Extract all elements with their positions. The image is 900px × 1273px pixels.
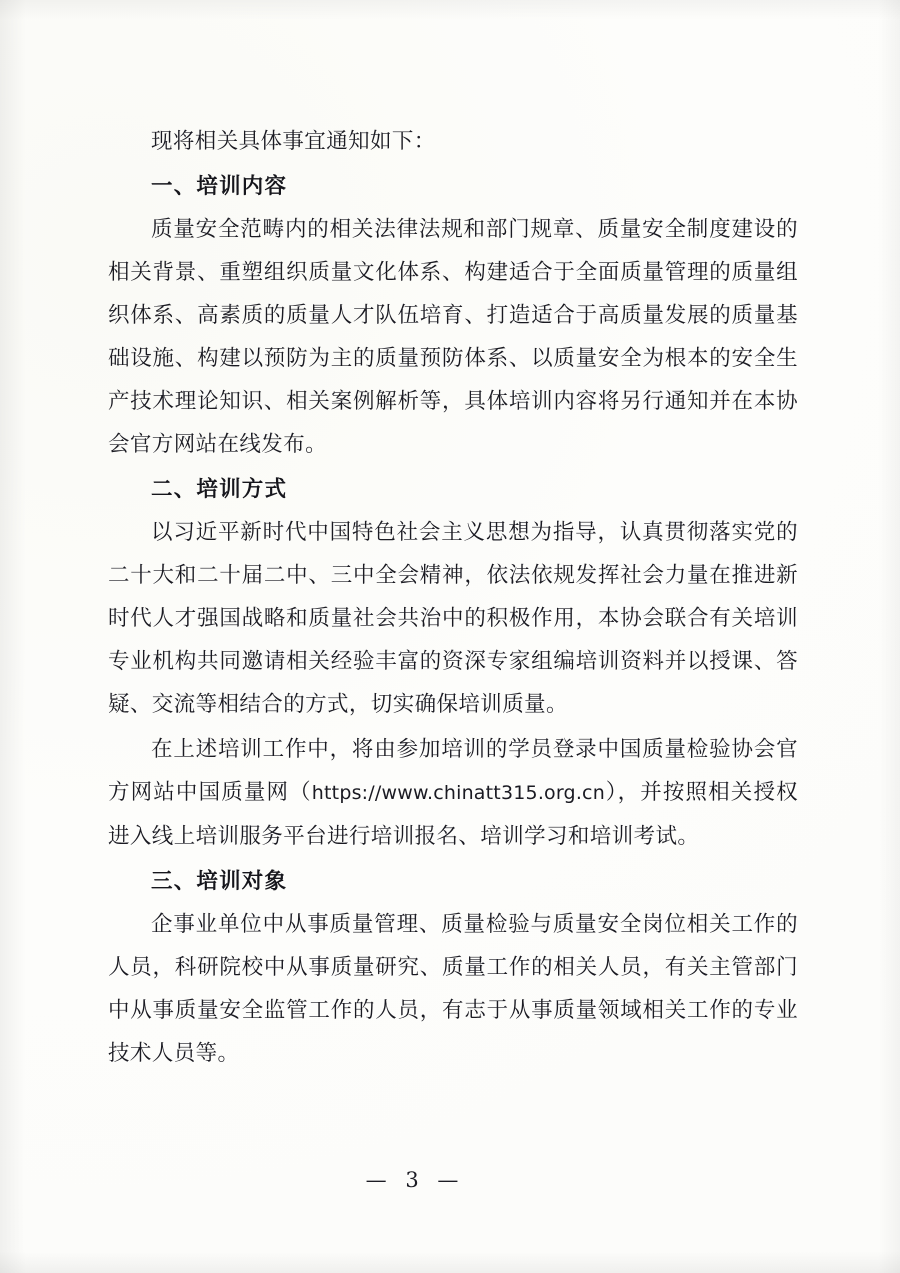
document-body: [108, 120, 798, 1077]
section-heading-training-content: 一、培训内容: [151, 174, 288, 199]
intro-paragraph: 现将相关具体事宜通知如下：: [151, 129, 436, 154]
section-body-training-method-p2: [108, 728, 798, 858]
page-number: — 3 —: [365, 1168, 465, 1192]
page-footer: [0, 1168, 900, 1192]
section-body-training-method-p1: 以习近平新时代中国特色社会主义思想为指导，认真贯彻落实党的二十大和二十届二中、三中全会精神，依法依规发挥社会力量在推进新时代人才强国战略和质量社会共治中的积极作用，本协会联合有关培训专业机构共同邀请相关经验丰富的资深专家组编培训资料并以授课、答疑、交流等相结合的方式，切实确保培训质量。: [108, 520, 798, 717]
section-body-training-audience: 企事业单位中从事质量管理、质量检验与质量安全岗位相关工作的人员，科研院校中从事质量研究、质量工作的相关人员，有关主管部门中从事质量安全监管工作的人员，有志于从事质量领域相关工作的专业技术人员等。: [108, 912, 798, 1066]
chinatt315-url[interactable]: https://www.chinatt315.org.cn: [311, 782, 605, 804]
paragraph-text-suffix: ），并按照相关授权进入线上培训服务平台进行培训报名、培训学习和培训考试。: [108, 780, 798, 849]
page-edge-shadow-top: [0, 0, 900, 20]
page-edge-shadow-left: [0, 0, 26, 1273]
page-edge-shadow-right: [878, 0, 900, 1273]
section-heading-training-audience: 三、培训对象: [151, 869, 288, 894]
page-edge-shadow-bottom: [0, 1251, 900, 1273]
paragraph-text-prefix: 在上述培训工作中，将由参加培训的学员登录中国质量检验协会官方网站中国质量网（: [108, 737, 798, 805]
section-heading-training-method: 二、培训方式: [151, 477, 288, 502]
section-body-training-content: 质量安全范畴内的相关法律法规和部门规章、质量安全制度建设的相关背景、重塑组织质量文化体系、构建适合于全面质量管理的质量组织体系、高素质的质量人才队伍培育、打造适合于高质量发展的质量基础设施、构建以预防为主的质量预防体系、以质量安全为根本的安全生产技术理论知识、相关案例解析等，具体培训内容将另行通知并在本协会官方网站在线发布。: [108, 217, 798, 457]
